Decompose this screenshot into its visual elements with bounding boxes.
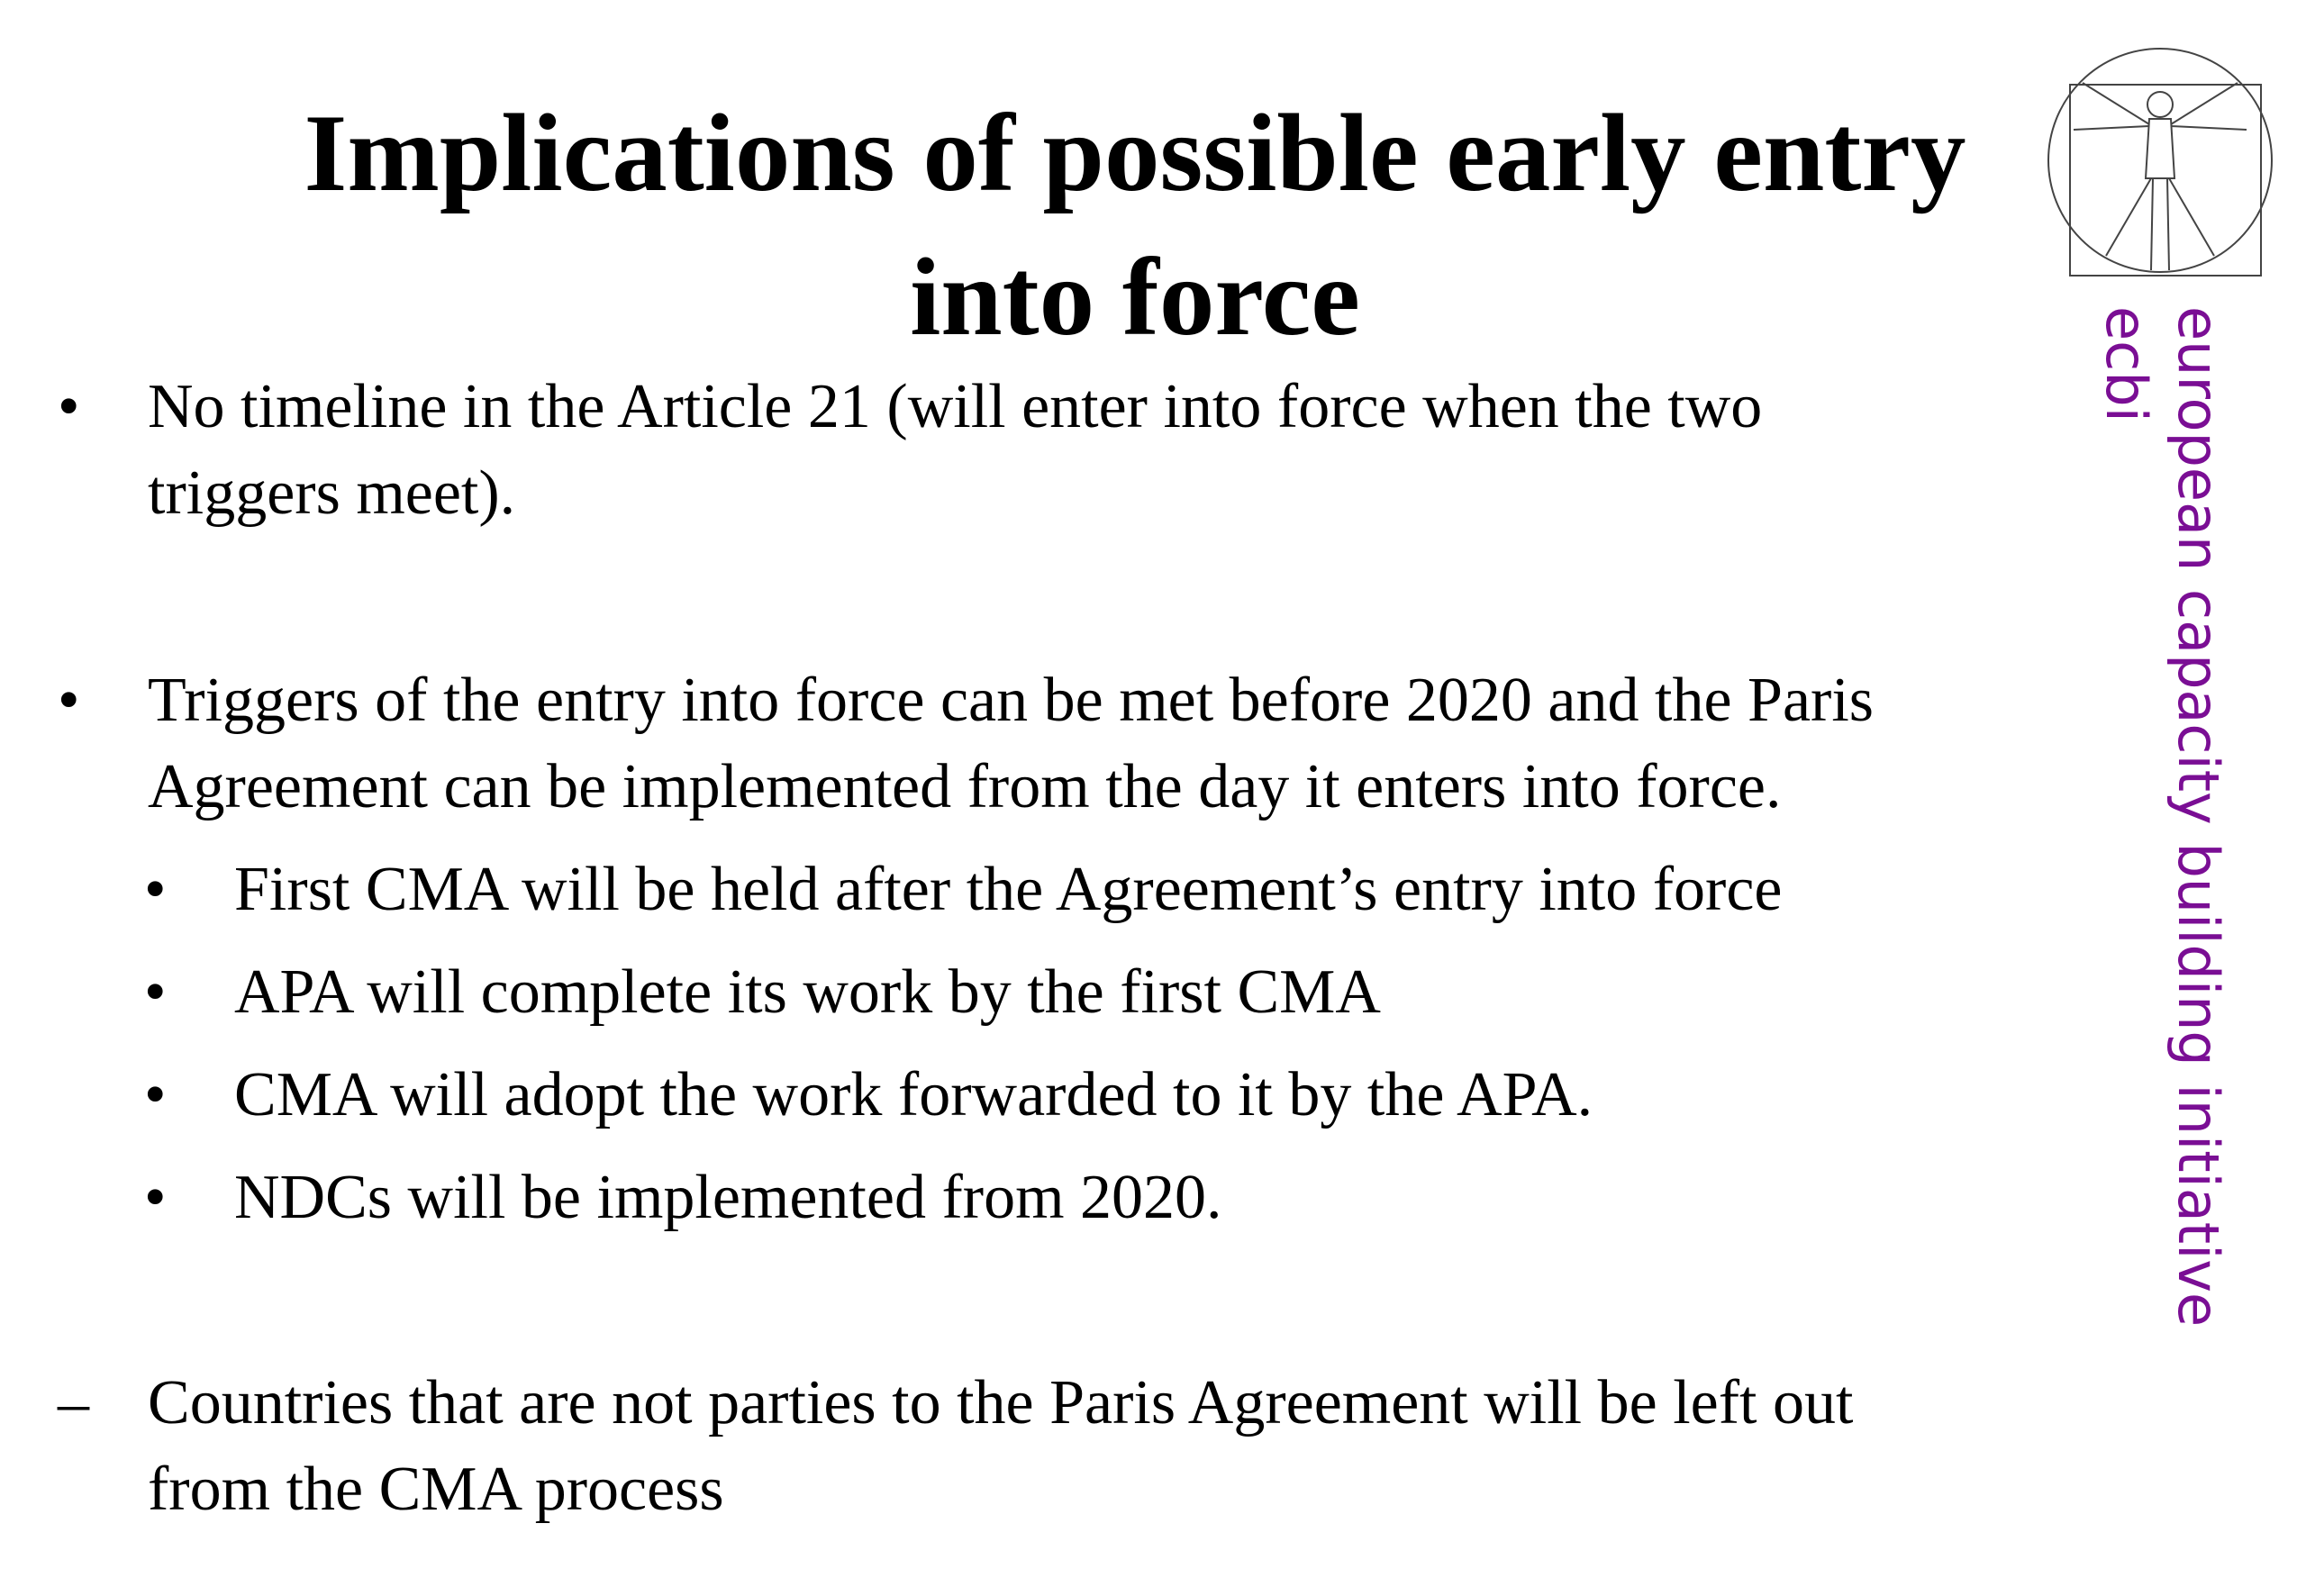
bullet-text-line: Agreement can be implemented from the day it enters into force. <box>148 752 1782 821</box>
sub-bullet-marker: • <box>144 855 167 924</box>
sub-bullet-marker: • <box>144 1163 167 1232</box>
bullet-text-line: No timeline in the Article 21 (will enter into force when the two <box>148 372 1763 441</box>
brand-vertical-text <box>2063 306 2234 1450</box>
title-line-1: Implications of possible early entry <box>304 91 1966 214</box>
bullet-marker: • <box>58 666 80 735</box>
vitruvian-man-icon <box>2043 43 2277 277</box>
bullet-item <box>58 364 2111 537</box>
sub-bullet-text: NDCs will be implemented from 2020. <box>234 1163 1222 1232</box>
bullet-text-line: triggers meet). <box>148 458 516 528</box>
brand-abbr: ecbi <box>2093 306 2159 422</box>
title-line-2: into force <box>910 235 1360 358</box>
sub-bullet-text: APA will complete its work by the first CMA <box>234 957 1381 1027</box>
sub-bullet-marker: • <box>144 957 167 1027</box>
sub-bullet-item <box>144 1155 2090 1241</box>
dash-text-line: from the CMA process <box>148 1455 724 1524</box>
sub-bullet-marker: • <box>144 1060 167 1129</box>
sub-bullet-item <box>144 1052 2090 1138</box>
brand-name: european capacity building initiative <box>2165 306 2231 1328</box>
sub-bullet-item <box>144 847 2090 933</box>
dash-item <box>58 1360 2111 1533</box>
slide-title <box>180 81 2090 369</box>
bullet-marker: • <box>58 372 80 441</box>
sub-bullet-text: First CMA will be held after the Agreement’s entry into force <box>234 855 1783 924</box>
bullet-item <box>58 657 2111 830</box>
sub-bullet-text: CMA will adopt the work forwarded to it by the APA. <box>234 1060 1593 1129</box>
bullet-text-line: Triggers of the entry into force can be met before 2020 and the Paris <box>148 666 1875 735</box>
brand-text-block <box>2090 306 2234 1327</box>
dash-text-line: Countries that are not parties to the Paris Agreement will be left out <box>148 1368 1854 1437</box>
dash-marker: – <box>58 1368 89 1437</box>
sub-bullet-item <box>144 949 2090 1036</box>
